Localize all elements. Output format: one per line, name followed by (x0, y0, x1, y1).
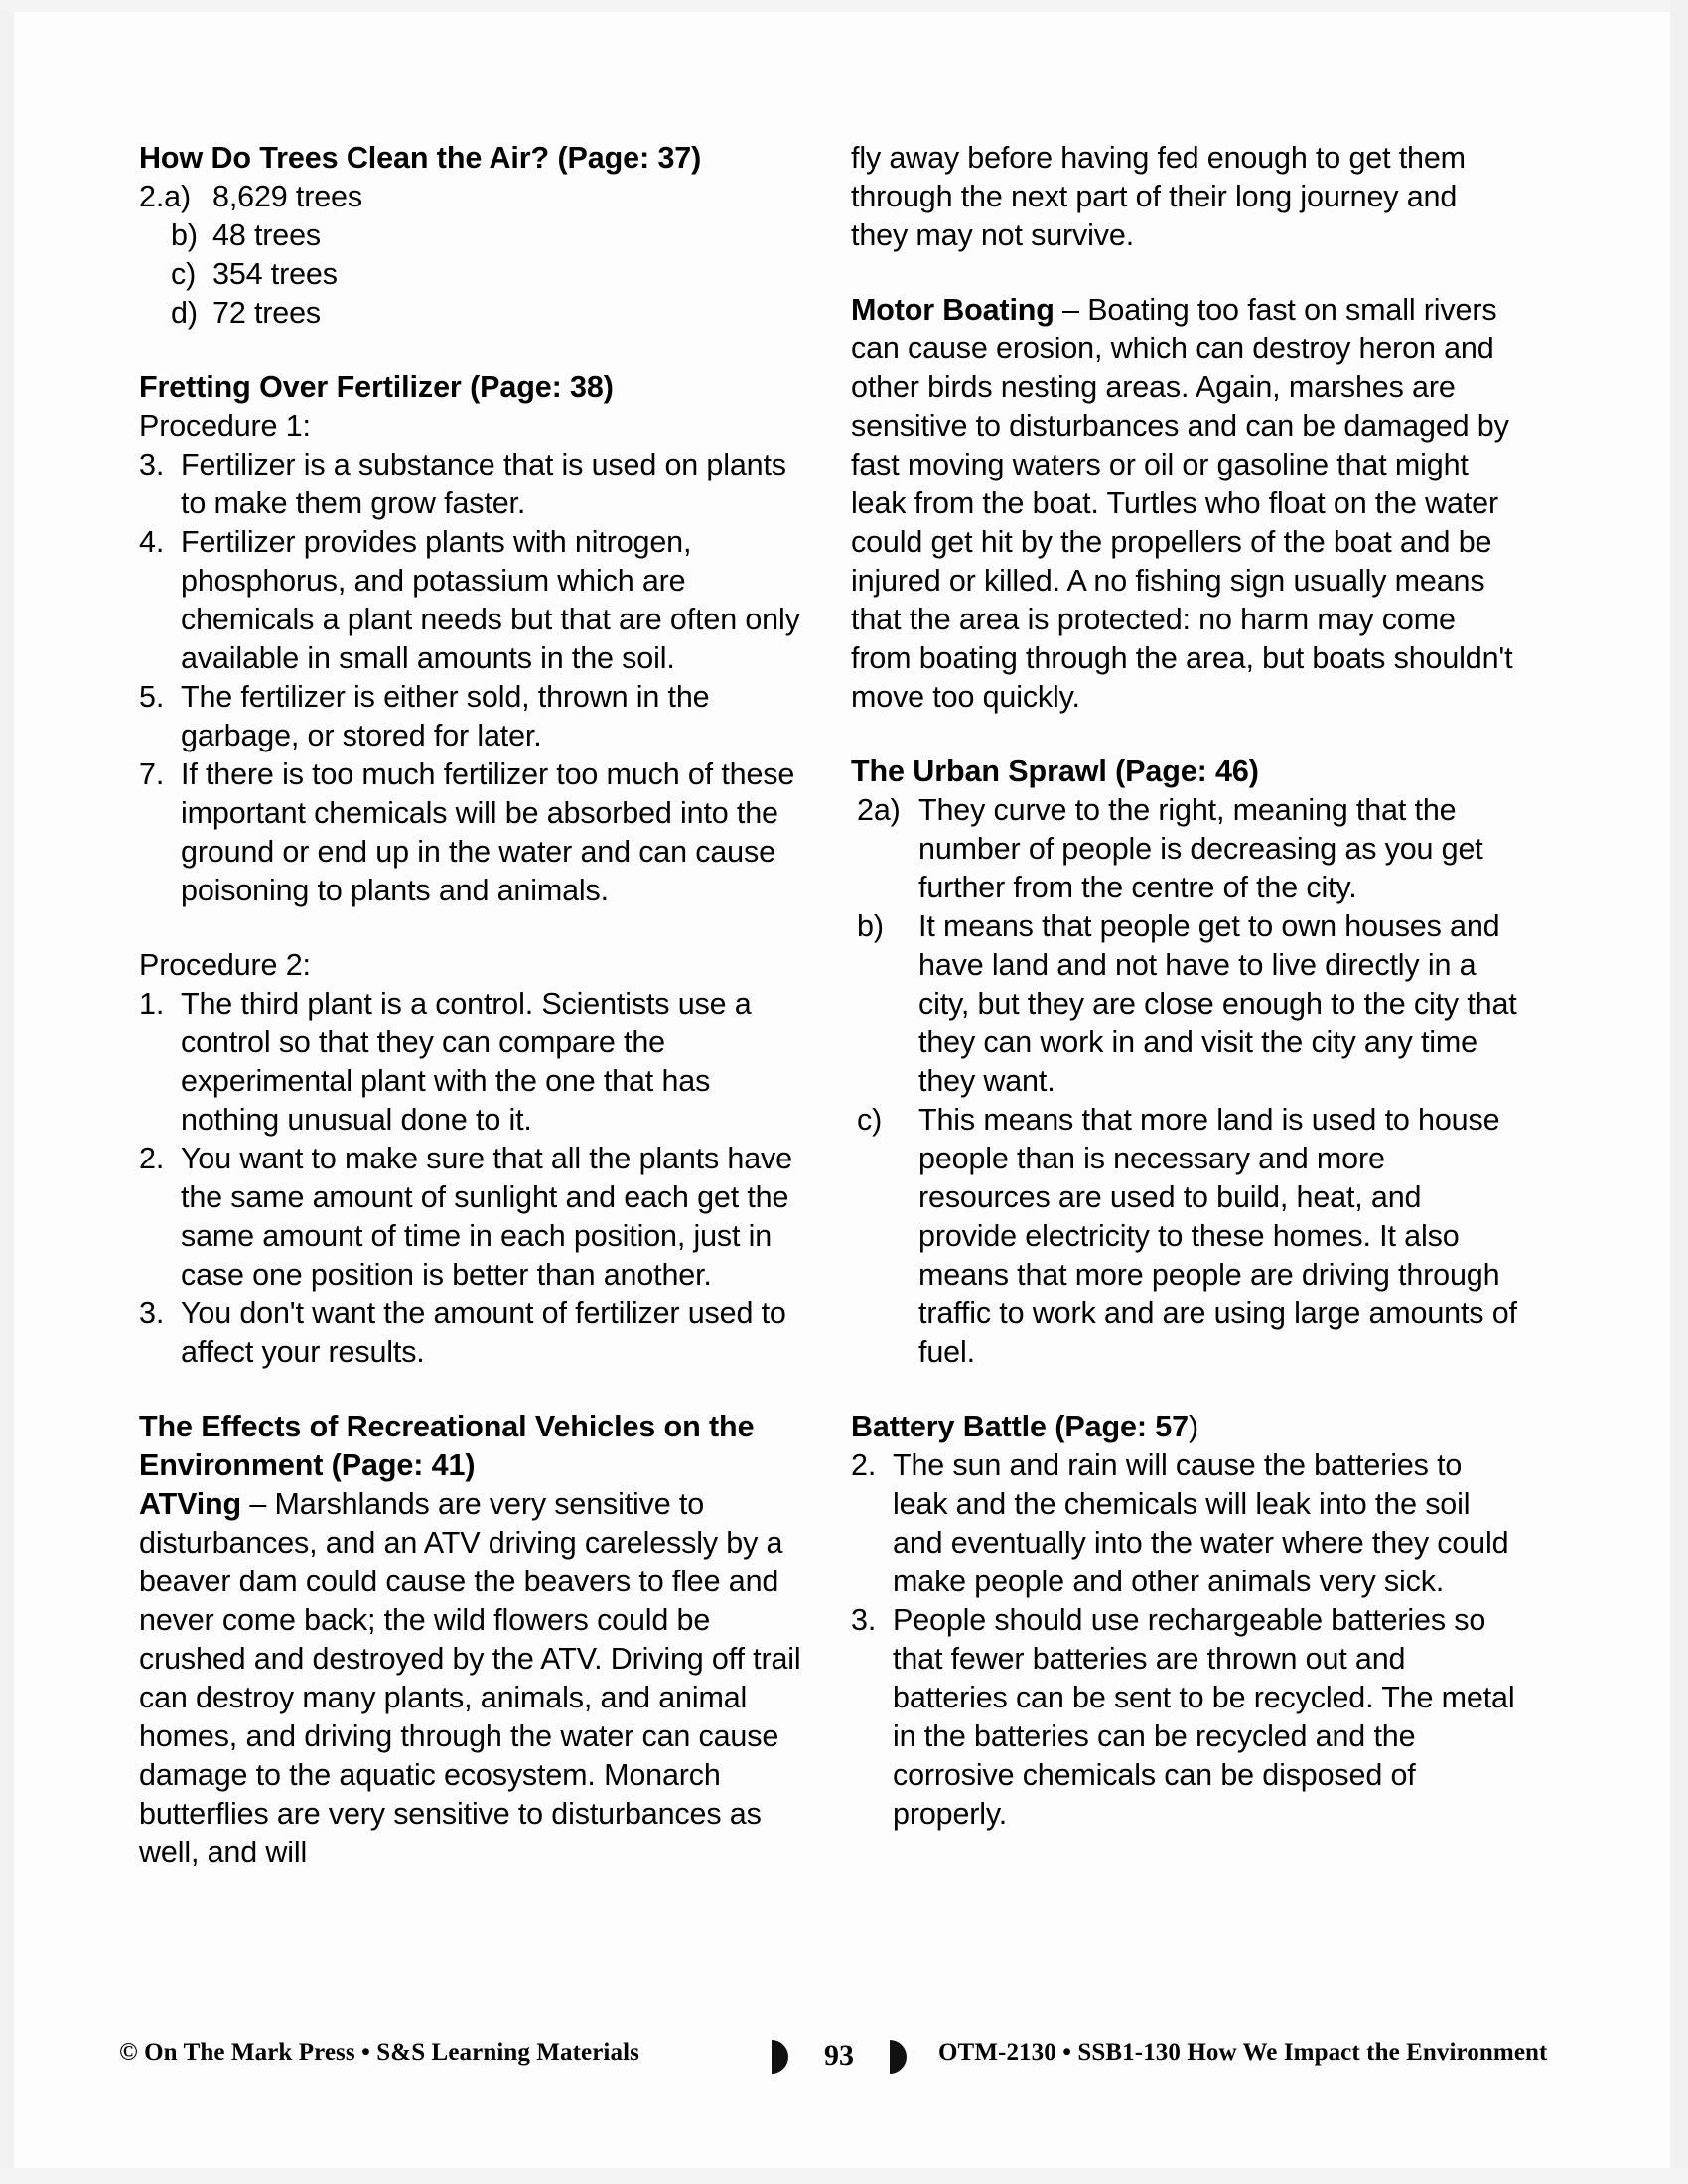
list-marker: 1. (139, 987, 165, 1021)
list-item (857, 1101, 1518, 1372)
list-text: Fertilizer is a substance that is used on plants to make them grow faster. (181, 448, 786, 520)
list-marker: 2.a) (139, 180, 191, 213)
list-text: The third plant is a control. Scientists use a control so that they can compare the experimental plant with the one that has nothing unusual done to it. (181, 987, 752, 1137)
list-marker: 2. (851, 1448, 877, 1482)
paragraph-lead-motor-boating: Motor Boating (851, 293, 1055, 327)
list-text: 8,629 trees (212, 180, 362, 213)
list-item (851, 1601, 1518, 1834)
right-column (851, 139, 1518, 1834)
list-item (139, 216, 806, 255)
list-text: The fertilizer is either sold, thrown in the garbage, or stored for later. (181, 680, 710, 752)
paragraph-continuation: fly away before having fed enough to get them through the next part of their long journey and they may not survive. (851, 141, 1466, 252)
list-marker: 3. (139, 448, 165, 481)
list-item (857, 791, 1518, 907)
heading-fretting-over-fertilizer: Fretting Over Fertilizer (Page: 38) (139, 370, 614, 404)
list-marker: c) (857, 1103, 883, 1137)
list-text: This means that more land is used to house people than is necessary and more resources are used to build, heat, and provide electricity to these homes. It also means that more people are driving through traffic to work and are using large amounts of fuel. (918, 1103, 1517, 1369)
heading-the-urban-sprawl: The Urban Sprawl (Page: 46) (851, 754, 1259, 788)
list-text: You don't want the amount of fertilizer used to affect your results. (181, 1297, 786, 1369)
list-procedure-2 (139, 985, 806, 1372)
left-column (139, 139, 806, 1872)
footer-copyright: © On The Mark Press • S&S Learning Materials (119, 2039, 639, 2066)
spacer (851, 717, 1518, 752)
list-text: 72 trees (212, 296, 322, 330)
list-item (139, 985, 806, 1140)
page-number: 93 (824, 2039, 854, 2072)
scan-edge-right (1670, 0, 1688, 2184)
list-item (139, 755, 806, 910)
scan-edge-bottom (0, 2168, 1688, 2184)
paragraph-body: Boating too fast on small rivers can cause erosion, which can destroy heron and other birds nesting areas. Again, marshes are sensitive to disturbances and can be damaged by fast moving waters or oil or gasoline that might leak from the boat. Turtles who float on the water could get hit by the propellers of the boat and be injured or killed. A no fishing sign usually means that the area is protected: no harm may come from boating through the area, but boats shouldn't move too quickly. (851, 293, 1513, 714)
page-content (139, 139, 1549, 1956)
spacer (851, 255, 1518, 291)
list-marker: 2a) (857, 793, 901, 827)
list-marker: 5. (139, 680, 165, 714)
list-item (139, 446, 806, 523)
heading-how-do-trees-clean-the-air: How Do Trees Clean the Air? (Page: 37) (139, 141, 702, 175)
heading-effects-of-recreational-vehicles: The Effects of Recreational Vehicles on the Environment (Page: 41) (139, 1410, 755, 1482)
list-marker: b) (857, 909, 884, 943)
paragraph-dash: – (241, 1487, 275, 1521)
list-marker: 2. (139, 1142, 165, 1175)
list-text: 354 trees (212, 257, 338, 291)
spacer (139, 1372, 806, 1408)
list-item (139, 1295, 806, 1372)
paragraph-lead-atving: ATVing (139, 1487, 242, 1521)
paragraph-body: Marshlands are very sensitive to disturbances, and an ATV driving carelessly by a beaver dam could cause the beavers to flee and never come back; the wild flowers could be crushed and destroyed by the ATV. Driving off trail can destroy many plants, animals, and animal homes, and driving through the water can cause damage to the aquatic ecosystem. Monarch butterflies are very sensitive to disturbances as well, and will (139, 1487, 801, 1869)
list-marker: b) (171, 218, 198, 252)
list-trees-answers (139, 178, 806, 333)
list-marker: 3. (139, 1297, 165, 1330)
page-number-group (770, 2031, 909, 2081)
list-text: 48 trees (212, 218, 322, 252)
list-item (139, 178, 806, 216)
list-procedure-1 (139, 446, 806, 910)
paragraph-motor-boating (851, 291, 1518, 717)
list-battery-battle (851, 1446, 1518, 1834)
list-marker: d) (171, 296, 198, 330)
list-item (139, 678, 806, 755)
heading-battery-battle-tail: ) (1189, 1410, 1199, 1443)
list-text: The sun and rain will cause the batteries to leak and the chemicals will leak into the soil and eventually into the water where they could make people and other animals very sick. (893, 1448, 1509, 1598)
list-item (139, 255, 806, 294)
page-footer (0, 2025, 1688, 2095)
list-item (857, 907, 1518, 1101)
procedure-1-label: Procedure 1: (139, 409, 311, 443)
list-item (139, 294, 806, 333)
heading-battery-battle (851, 1408, 1518, 1446)
scan-edge-top (0, 0, 1688, 12)
list-text: Fertilizer provides plants with nitrogen, phosphorus, and potassium which are chemicals a plant needs but that are often only available in small amounts in the soil. (181, 525, 800, 675)
heading-battery-battle-bold: Battery Battle (Page: 57 (851, 1410, 1189, 1443)
list-text: You want to make sure that all the plants have the same amount of sunlight and each get the same amount of time in each position, just in case one position is better than another. (181, 1142, 792, 1292)
paragraph-dash: – (1054, 293, 1088, 327)
list-text: It means that people get to own houses and have land and not have to live directly in a city, but they are close enough to the city that they can work in and visit the city any time they want. (918, 909, 1517, 1098)
list-marker: c) (171, 257, 197, 291)
scan-edge-left (0, 0, 14, 2184)
spacer (851, 1372, 1518, 1408)
footer-product-code: OTM-2130 • SSB1-130 How We Impact the Environment (938, 2039, 1548, 2066)
list-text: If there is too much fertilizer too much of these important chemicals will be absorbed into the ground or end up in the water and can cause poisoning to plants and animals. (181, 757, 795, 907)
list-marker: 7. (139, 757, 165, 791)
spacer (139, 333, 806, 368)
list-marker: 3. (851, 1603, 877, 1637)
list-marker: 4. (139, 525, 165, 559)
paragraph-atving (139, 1485, 806, 1872)
spacer (139, 910, 806, 946)
list-text: People should use rechargeable batteries so that fewer batteries are thrown out and batteries can be sent to be recycled. The metal in the batteries can be recycled and the corrosive chemicals can be disposed of properly. (893, 1603, 1515, 1831)
list-urban-sprawl (851, 791, 1518, 1372)
list-item (851, 1446, 1518, 1601)
procedure-2-label: Procedure 2: (139, 948, 311, 982)
list-item (139, 1140, 806, 1295)
list-item (139, 523, 806, 678)
list-text: They curve to the right, meaning that the number of people is decreasing as you get further from the centre of the city. (918, 793, 1483, 904)
